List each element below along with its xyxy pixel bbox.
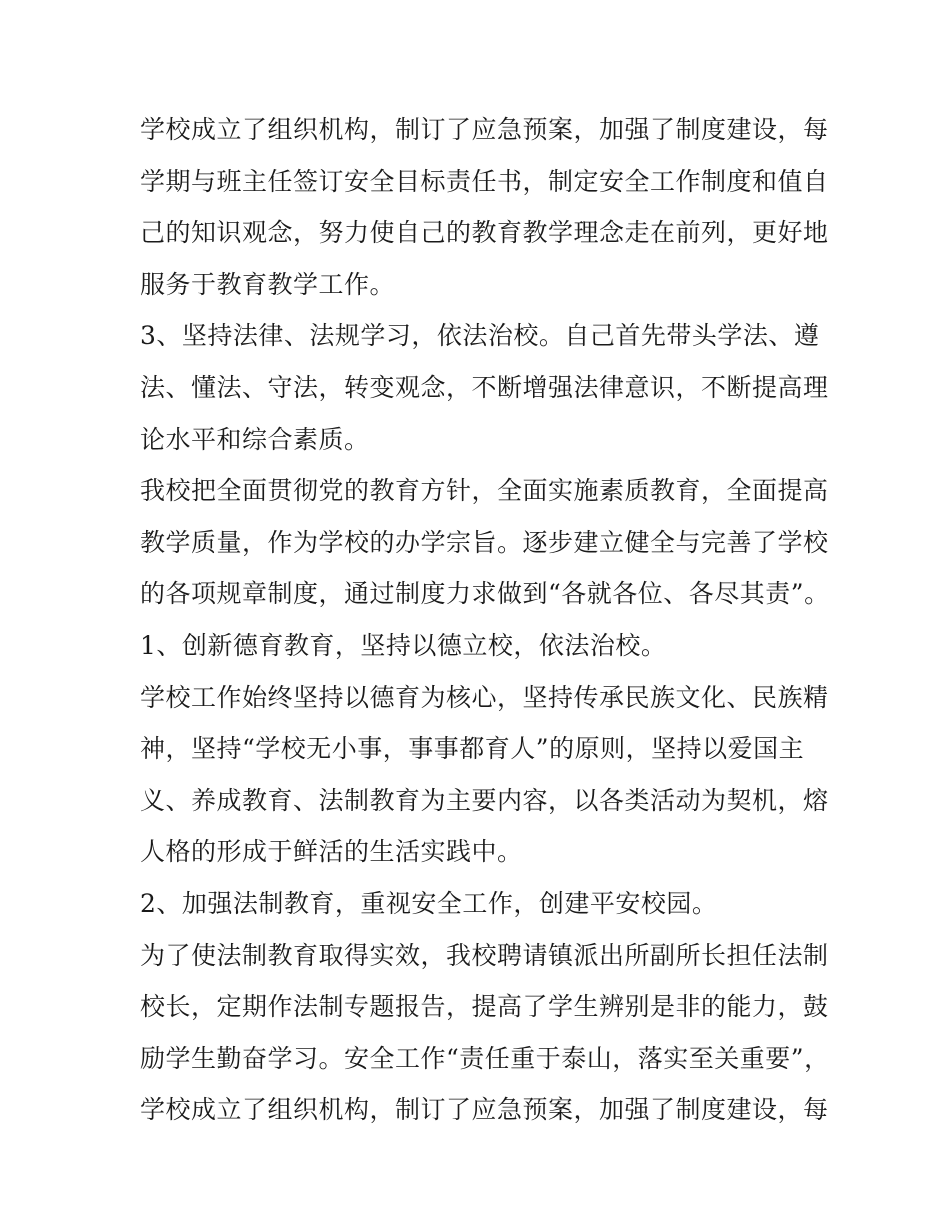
text-line: 法、懂法、守法，转变观念，不断增强法律意识，不断提高理 [140, 372, 829, 402]
text-line: 论水平和综合素质。 [140, 424, 370, 454]
text-line: 3、坚持法律、法规学习，依法治校。自己首先带头学法、遵 [140, 321, 820, 351]
text-line: 神，坚持“学校无小事，事事都育人”的原则，坚持以爱国主 [140, 734, 805, 764]
text-line: 人格的形成于鲜活的生活实践中。 [140, 837, 523, 867]
text-line: 我校把全面贯彻党的教育方针，全面实施素质教育，全面提高 [140, 476, 829, 506]
text-line: 己的知识观念，努力使自己的教育教学理念走在前列，更好地 [140, 218, 829, 248]
text-line: 的各项规章制度，通过制度力求做到“各就各位、各尽其责”。 [140, 579, 830, 609]
text-line: 义、养成教育、法制教育为主要内容，以各类活动为契机，熔 [140, 785, 829, 815]
text-line: 教学质量，作为学校的办学宗旨。逐步建立健全与完善了学校 [140, 527, 829, 557]
text-line: 励学生勤奋学习。安全工作“责任重于泰山，落实至关重要”， [140, 1043, 830, 1073]
text-line: 2、加强法制教育，重视安全工作，创建平安校园。 [140, 888, 718, 918]
text-line: 学期与班主任签订安全目标责任书，制定安全工作制度和值自 [140, 166, 829, 196]
text-line: 服务于教育教学工作。 [140, 269, 396, 299]
body-text [140, 104, 830, 1136]
text-line: 学校成立了组织机构，制订了应急预案，加强了制度建设，每 [140, 1095, 829, 1125]
text-line: 为了使法制教育取得实效，我校聘请镇派出所副所长担任法制 [140, 940, 829, 970]
text-line: 学校工作始终坚持以德育为核心，坚持传承民族文化、民族精 [140, 682, 829, 712]
text-line: 学校成立了组织机构，制订了应急预案，加强了制度建设，每 [140, 115, 829, 144]
text-line: 校长，定期作法制专题报告，提高了学生辨别是非的能力，鼓 [140, 992, 829, 1022]
text-line: 1、创新德育教育，坚持以德立校，依法治校。 [140, 630, 667, 660]
